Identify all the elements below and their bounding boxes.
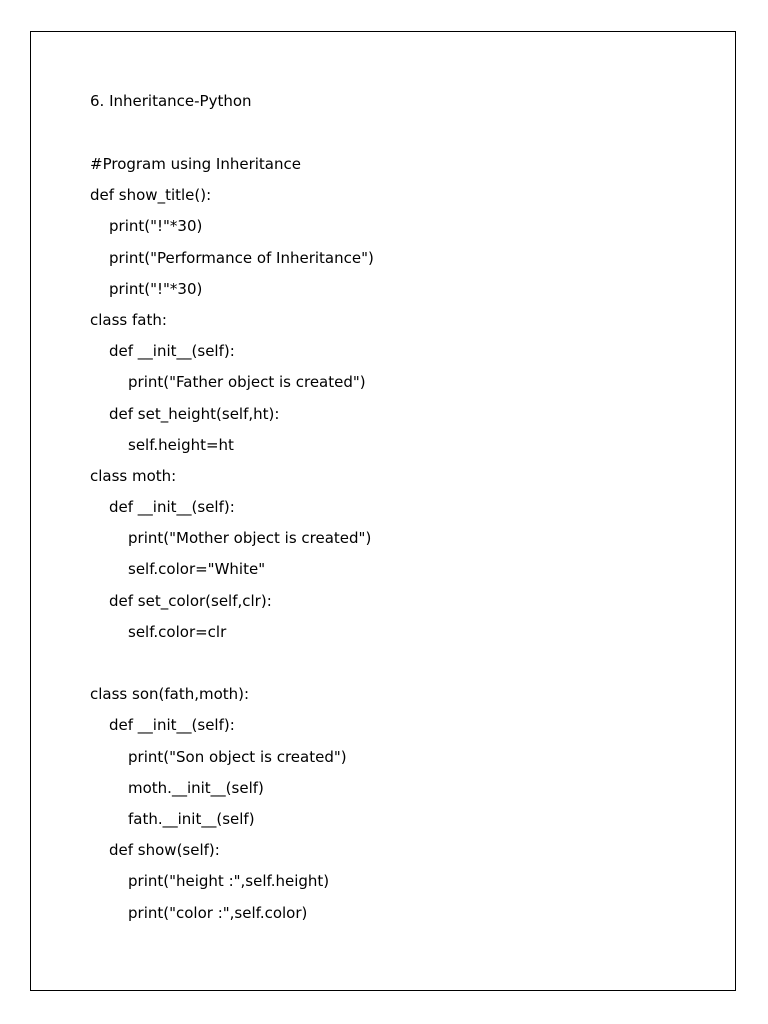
code-line: #Program using Inheritance [90,155,301,173]
code-line [90,653,374,684]
code-line: def show_title(): [90,186,212,205]
code-line: moth.__init__(self) [128,778,264,797]
code-line: class fath: [90,310,167,329]
code-line: def set_height(self,ht): [109,404,280,423]
code-line: print("height :",self.height) [128,872,330,891]
code-line: def __init__(self): [109,716,235,735]
code-line: def set_color(self,clr): [109,591,272,610]
code-line: def __init__(self): [109,498,235,517]
code-line: class moth: [90,466,177,485]
code-line: fath.__init__(self) [128,809,255,828]
code-line: print("Mother object is created") [128,529,372,548]
code-line: self.color=clr [128,622,227,641]
code-line: self.height=ht [128,435,234,454]
code-line: print("Father object is created") [128,373,366,392]
code-block [90,154,374,934]
code-line: print("!"*30) [109,217,203,236]
code-line: print("color :",self.color) [128,903,308,922]
code-line: self.color="White" [128,560,266,579]
code-line: print("Son object is created") [128,747,347,766]
code-line: def __init__(self): [109,342,235,361]
document-heading: 6. Inheritance-Python [90,92,252,110]
code-line: class son(fath,moth): [90,685,250,704]
code-line: def show(self): [109,841,220,860]
code-line: print("Performance of Inheritance") [109,248,374,267]
code-line: print("!"*30) [109,279,203,298]
